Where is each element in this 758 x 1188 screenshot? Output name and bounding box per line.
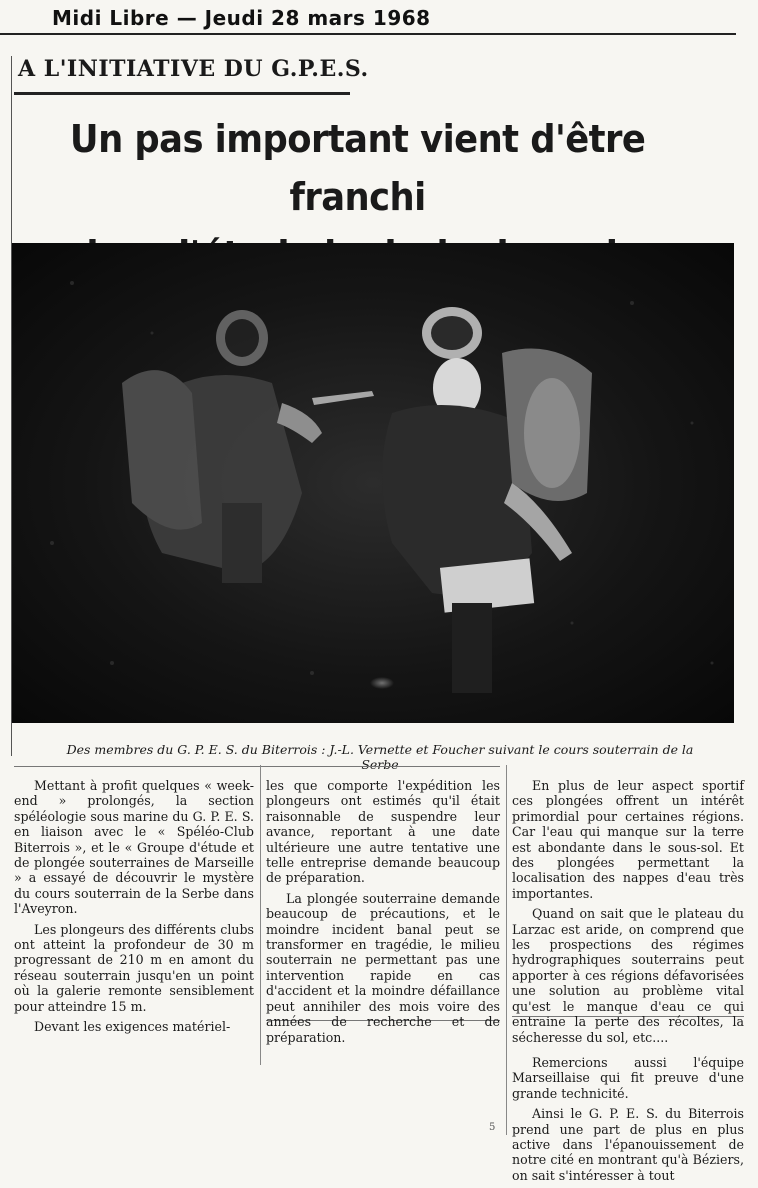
left-diver [122, 310, 374, 583]
paragraph: Mettant à profit quelques « week-end » prolongés, la section spéléologie sous marine du G. P. E. S. en liaison avec le « Spéléo-Club Biterrois », et le « Groupe d'étude et de plongée souterraines de Marseille » a essayé de découvrir le mystère du cours souterrain de la Serbe dans l'Aveyron. [14, 778, 254, 917]
paragraph: Les plongeurs des différents clubs ont atteint la profondeur de 30 m progressant de 210 m en amont du réseau souterrain jusqu'en un point où la galerie remonte sensiblement pour atteindre 15 m. [14, 921, 254, 1014]
kicker: A L'INITIATIVE DU G.P.E.S. [18, 56, 369, 82]
paragraph: La plongée souterraine demande beaucoup de précautions, et le moindre incident banal peut se transformer en tragédie, le milieu souterrain ne permettant pas une intervention rapide en cas d'accident et la moindre défaillance peut annihiler des mois voire des années de recherche et de préparation. [266, 890, 500, 1045]
page-mark: 5 [489, 1122, 496, 1133]
paragraph: Ainsi le G. P. E. S. du Biterrois prend une part de plus en plus active dans l'épanouissement de notre cité en montrant qu'à Béziers, on sait s'intéresser à tout [512, 1106, 744, 1183]
photo [12, 243, 734, 723]
headline-line-1: Un pas important vient d'être franchi [69, 117, 646, 219]
masthead-rule [0, 33, 736, 35]
paragraph: les que comporte l'expédition les plongeurs ont estimés qu'il était raisonnable de suspendre leur avance, reportant à une date ultérieure une autre tentative une telle entreprise demande beaucoup de préparation. [266, 778, 500, 886]
kicker-rule [14, 92, 350, 95]
right-diver [382, 307, 592, 693]
column-separator-1 [260, 765, 261, 1065]
masthead: Midi Libre — Jeudi 28 mars 1968 [52, 6, 431, 30]
paragraph: Quand on sait que le plateau du Larzac est aride, on comprend que les prospections des régimes hydrographiques souterrains peut apporter à ces régions défavorisées une solution au problème vital qu'est le manque d'eau ce qui entraine la perte des récoltes, la sécheresse du sol, etc.... [512, 906, 744, 1045]
photo-caption: Des membres du G. P. E. S. du Biterrois : J.-L. Vernette et Foucher suivant le cours souterrain de la Serbe [66, 742, 694, 772]
column-separator-2 [506, 765, 507, 1135]
article-column-2 [266, 778, 500, 1050]
photo-illustration [12, 243, 734, 723]
paragraph: Devant les exigences matériel- [34, 1019, 231, 1035]
paragraph: Remercions aussi l'équipe Marseillaise qui fit preuve d'une grande technicité. [512, 1054, 744, 1101]
caption-rule [14, 766, 500, 767]
article-column-3 [512, 778, 744, 1188]
paragraph: En plus de leur aspect sportif ces plongées offrent un intérêt primordial pour certaines régions. Car l'eau qui manque sur la terre est abondante dans le sous-sol. Et des plongées permettant la localisation des nappes d'eau très importantes. [512, 778, 744, 901]
article-column-1 [14, 778, 254, 1040]
